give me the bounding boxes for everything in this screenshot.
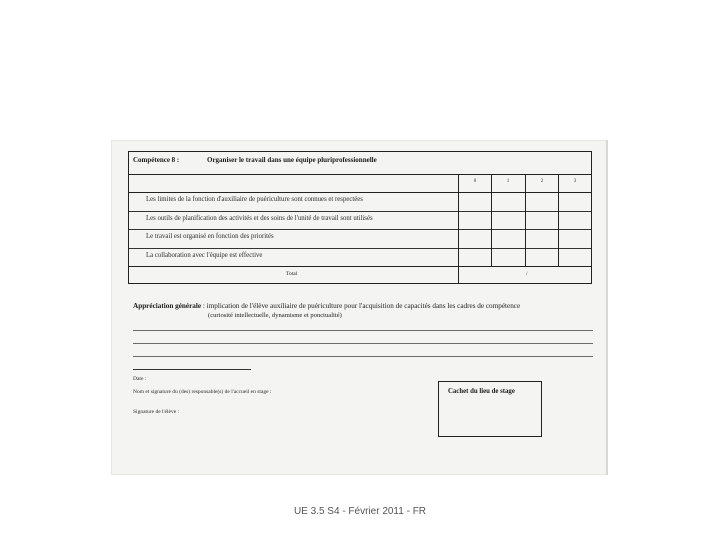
criteria-label: Les limites de la fonction d'auxiliaire de puériculture sont connues et respectées <box>146 196 363 203</box>
date-label: Date : <box>133 376 147 382</box>
criteria-label: La collaboration avec l'équipe est effective <box>146 251 263 259</box>
criteria-label: Le travail est organisé en fonction des priorités <box>146 233 274 240</box>
appreciation-subtitle: (curiosité intellectuelle, dynamisme et ponctualité) <box>208 312 342 319</box>
student-signature-label: Signature de l'élève : <box>133 409 180 415</box>
stamp-label: Cachet du lieu de stage <box>448 388 515 395</box>
score-header-3: 3 <box>573 179 577 184</box>
score-header-2: 2 <box>540 179 544 184</box>
total-row <box>129 266 591 283</box>
appreciation-title-rest: : implication de l'élève auxiliaire de puériculture pour l'acquisition de capacités dans les cadres de compétence <box>201 302 521 310</box>
writing-line <box>133 343 593 344</box>
competence-header <box>129 152 591 175</box>
criteria-row <box>129 229 591 249</box>
slide-footer: UE 3.5 S4 - Février 2011 - FR <box>293 506 427 517</box>
competence-title: Organiser le travail dans une équipe pluriprofessionnelle <box>207 156 377 164</box>
writing-line <box>133 330 593 331</box>
tutor-label: Nom et signature du (des) responsable(s) de l'accueil en stage : <box>133 389 272 395</box>
score-header-row <box>129 174 591 193</box>
score-header-0: 0 <box>473 179 477 184</box>
total-value: / <box>526 271 528 277</box>
appreciation-title <box>133 302 520 310</box>
appreciation-title-bold: Appréciation générale <box>133 302 202 310</box>
total-label: Total <box>286 271 298 277</box>
criteria-row <box>129 192 591 212</box>
criteria-label: Les outils de planification des activités et des soins de l'unité de travail sont utilisés <box>146 214 373 222</box>
stamp-box <box>438 381 542 437</box>
competence-label: Compétence 8 : <box>133 156 180 164</box>
scanned-document <box>111 140 608 475</box>
separator-line <box>133 369 251 370</box>
scan-edge <box>606 140 608 475</box>
score-header-1: 1 <box>506 179 510 184</box>
competence-table <box>128 151 592 284</box>
criteria-row <box>129 248 591 268</box>
criteria-row <box>129 211 591 231</box>
writing-line <box>133 356 593 357</box>
